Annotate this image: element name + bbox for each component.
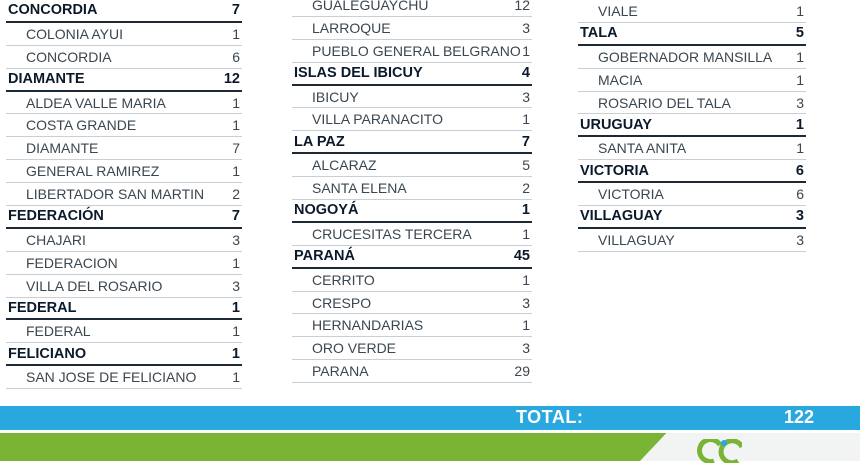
town-name: COSTA GRANDE <box>26 117 137 134</box>
town-count: 2 <box>522 180 530 197</box>
town-count: 1 <box>796 48 804 65</box>
town-name: CRESPO <box>312 294 372 311</box>
department-count: 6 <box>795 162 804 179</box>
town-row <box>578 46 806 69</box>
total-bar <box>0 406 860 430</box>
town-count: 2 <box>232 186 240 203</box>
town-row <box>292 17 532 40</box>
town-row <box>292 337 532 360</box>
town-count: 3 <box>522 88 530 105</box>
department-count: 7 <box>231 208 240 225</box>
town-row <box>6 137 242 160</box>
town-row <box>578 92 806 115</box>
town-count: 6 <box>796 186 804 203</box>
town-row <box>292 154 532 177</box>
town-name: CERRITO <box>312 271 375 288</box>
town-name: FEDERAL <box>26 323 91 340</box>
town-row <box>292 269 532 292</box>
department-row <box>6 0 242 23</box>
town-name: GOBERNADOR MANSILLA <box>598 48 773 65</box>
town-row <box>578 183 806 206</box>
town-row <box>6 183 242 206</box>
town-row <box>578 137 806 160</box>
department-row <box>578 160 806 183</box>
town-count: 1 <box>522 271 530 288</box>
department-name: LA PAZ <box>294 133 345 150</box>
town-row <box>6 252 242 275</box>
town-count: 1 <box>796 2 804 19</box>
department-count: 1 <box>795 116 804 133</box>
department-row <box>292 246 532 269</box>
department-name: VILLAGUAY <box>580 208 663 225</box>
town-name: GENERAL RAMIREZ <box>26 163 160 180</box>
town-row <box>6 114 242 137</box>
town-row <box>6 46 242 69</box>
town-count: 3 <box>232 231 240 248</box>
town-count: 1 <box>522 42 530 59</box>
town-name: IBICUY <box>312 88 359 105</box>
town-name: HERNANDARIAS <box>312 317 424 334</box>
department-row <box>292 200 532 223</box>
town-count: 1 <box>232 94 240 111</box>
department-name: ISLAS DEL IBICUY <box>294 65 423 82</box>
column-2 <box>292 0 532 383</box>
town-row <box>6 366 242 389</box>
town-count: 1 <box>522 317 530 334</box>
total-label: TOTAL: <box>516 407 584 427</box>
town-row <box>292 314 532 337</box>
town-row <box>292 86 532 109</box>
column-1 <box>6 0 242 389</box>
department-name: VICTORIA <box>580 162 650 179</box>
town-name: CONCORDIA <box>26 48 112 65</box>
department-row <box>578 206 806 229</box>
town-count: 3 <box>522 340 530 357</box>
town-name: PUEBLO GENERAL BELGRANO <box>312 42 521 59</box>
department-row <box>292 63 532 86</box>
town-name: SANTA ANITA <box>598 140 687 157</box>
town-name: VICTORIA <box>598 186 664 203</box>
town-name: MACIA <box>598 71 643 88</box>
town-row <box>6 229 242 252</box>
town-name: VILLAGUAY <box>598 231 675 248</box>
department-row <box>578 23 806 46</box>
department-name: NOGOYÁ <box>294 202 359 219</box>
department-count: 1 <box>521 202 530 219</box>
department-name: CONCORDIA <box>8 2 98 19</box>
department-name: TALA <box>580 25 618 42</box>
town-row <box>578 229 806 252</box>
town-count: 3 <box>232 277 240 294</box>
town-count: 1 <box>232 254 240 271</box>
town-name: VILLA DEL ROSARIO <box>26 277 163 294</box>
town-name: CRUCESITAS TERCERA <box>312 225 472 242</box>
department-count: 12 <box>223 71 240 88</box>
town-name: LARROQUE <box>312 19 391 36</box>
town-row <box>578 0 806 23</box>
town-count: 7 <box>232 140 240 157</box>
department-count: 5 <box>795 25 804 42</box>
town-row <box>292 108 532 131</box>
column-3 <box>578 0 806 252</box>
department-name: FELICIANO <box>8 345 87 362</box>
town-row <box>292 292 532 315</box>
town-count: 3 <box>522 19 530 36</box>
town-count: 1 <box>232 369 240 386</box>
town-name: SAN JOSE DE FELICIANO <box>26 369 197 386</box>
town-count: 1 <box>796 140 804 157</box>
town-name: COLONIA AYUI <box>26 25 123 42</box>
department-count: 1 <box>231 345 240 362</box>
department-count: 7 <box>231 2 240 19</box>
town-count: 12 <box>514 0 530 14</box>
department-count: 7 <box>521 133 530 150</box>
department-count: 1 <box>231 300 240 317</box>
town-count: 1 <box>232 323 240 340</box>
town-row <box>292 360 532 383</box>
town-name: ALCARAZ <box>312 157 377 174</box>
town-name: VIALE <box>598 2 638 19</box>
town-count: 3 <box>522 294 530 311</box>
town-name: SANTA ELENA <box>312 180 407 197</box>
town-row <box>6 160 242 183</box>
department-name: URUGUAY <box>580 116 652 133</box>
town-count: 1 <box>522 111 530 128</box>
department-name: FEDERACIÓN <box>8 208 104 225</box>
department-row <box>578 114 806 137</box>
department-count: 45 <box>513 248 530 265</box>
town-row <box>292 0 532 17</box>
town-name: VILLA PARANACITO <box>312 111 443 128</box>
town-count: 29 <box>514 363 530 380</box>
town-count: 3 <box>796 231 804 248</box>
department-row <box>6 298 242 321</box>
town-row <box>6 275 242 298</box>
town-row <box>6 23 242 46</box>
town-row <box>292 223 532 246</box>
logo-background <box>640 433 860 461</box>
town-name: FEDERACION <box>26 254 118 271</box>
town-row <box>578 69 806 92</box>
entre-rios-logo-icon <box>694 439 742 463</box>
town-name: PARANA <box>312 363 369 380</box>
town-count: 5 <box>522 157 530 174</box>
town-count: 1 <box>232 117 240 134</box>
town-name: DIAMANTE <box>26 140 99 157</box>
town-row <box>292 177 532 200</box>
town-name: GUALEGUAYCHU <box>312 0 429 14</box>
town-row <box>6 92 242 115</box>
department-row <box>6 69 242 92</box>
town-name: ALDEA VALLE MARIA <box>26 94 166 111</box>
town-name: ROSARIO DEL TALA <box>598 94 731 111</box>
department-row <box>6 206 242 229</box>
department-name: PARANÁ <box>294 248 355 265</box>
town-count: 1 <box>232 163 240 180</box>
department-row <box>292 131 532 154</box>
town-count: 1 <box>796 71 804 88</box>
department-count: 3 <box>795 208 804 225</box>
town-row <box>292 40 532 63</box>
town-name: ORO VERDE <box>312 340 397 357</box>
town-row <box>6 320 242 343</box>
department-name: DIAMANTE <box>8 71 85 88</box>
town-count: 1 <box>522 225 530 242</box>
department-name: FEDERAL <box>8 300 77 317</box>
department-count: 4 <box>521 65 530 82</box>
total-value: 122 <box>784 407 815 427</box>
town-count: 6 <box>232 48 240 65</box>
footer-logo-area <box>630 433 860 461</box>
town-name: LIBERTADOR SAN MARTIN <box>26 186 205 203</box>
town-count: 3 <box>796 94 804 111</box>
department-row <box>6 343 242 366</box>
town-count: 1 <box>232 25 240 42</box>
town-name: CHAJARI <box>26 231 86 248</box>
